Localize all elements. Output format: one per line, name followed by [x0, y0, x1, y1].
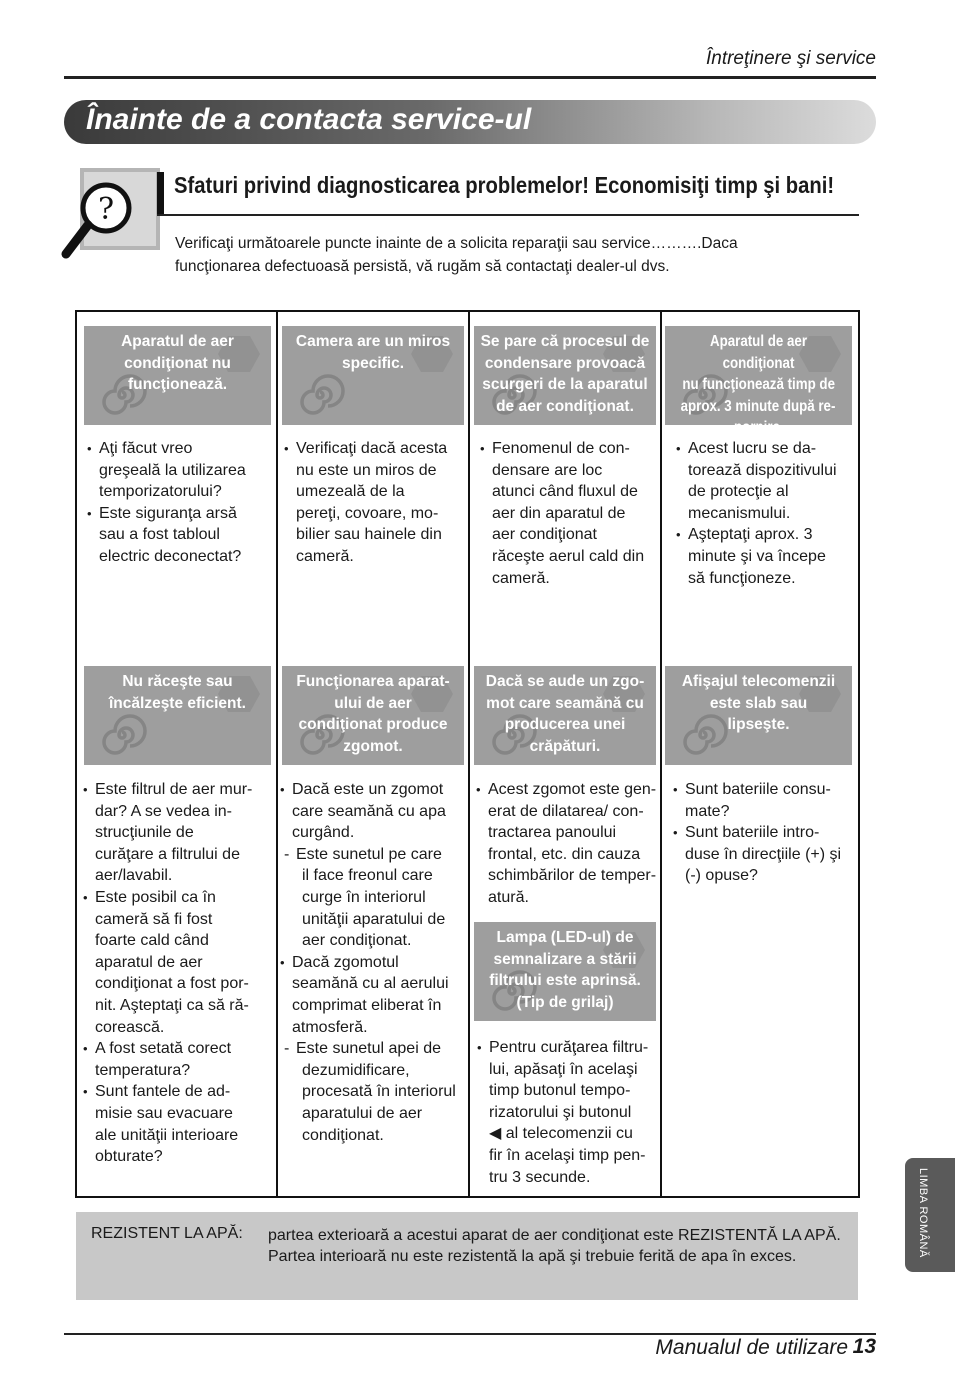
text-line: condiţionat. — [302, 1126, 384, 1144]
problem-title-line: Dacă se aude un zgo- — [485, 673, 645, 690]
problem-title-line: este slab sau — [709, 694, 808, 712]
text-line: cameră. — [296, 547, 354, 565]
problem-title-line: mot care seamănă cu — [486, 694, 644, 712]
language-tab — [905, 1158, 955, 1272]
text-line: atură. — [488, 888, 529, 906]
bullet-item: • Sunt bateriile intro- — [673, 822, 853, 844]
text-line: seamănă cu al aerului — [292, 975, 449, 993]
problem-title-line: Funcţionarea aparat- — [296, 673, 450, 690]
text-line: aer din aparatul de — [492, 504, 626, 522]
text-line: curgând. — [292, 824, 355, 842]
problem-title-line: scurgeri de la aparatul — [482, 376, 648, 393]
column-divider — [276, 312, 278, 1196]
problem-title-line: condiţionat produce — [298, 716, 448, 733]
problem-title-line: Camera are un miros — [295, 333, 451, 350]
problem-title-line: specific. — [341, 354, 405, 372]
text-line: cameră. — [492, 569, 550, 587]
problem-title-line: Se pare că procesul de — [480, 333, 650, 350]
problem-title-line: Aparatul de aer — [121, 333, 234, 350]
text-line: foarte cald când — [95, 932, 209, 950]
bullet-item: • Aţi făcut vreo — [87, 438, 272, 460]
problem-title-line: condensare provoacă — [484, 354, 646, 372]
problem-checks — [480, 438, 658, 589]
text-line: timp butonul tempo- — [489, 1082, 631, 1100]
text-line: - Este sunetul pe care — [280, 844, 466, 866]
problem-title — [282, 666, 464, 765]
text-line: duse în direcţiile (+) şi — [685, 845, 842, 863]
problem-title-line: producerea unei — [504, 716, 626, 733]
text-line: obturate? — [95, 1148, 163, 1166]
text-line: nit. Aşteptaţi ca să ră- — [95, 996, 249, 1014]
bullet-item: • Este siguranţa arsă — [87, 503, 272, 525]
bullet-item: • Acest zgomot este gen- — [476, 779, 658, 801]
problem-title — [282, 326, 464, 425]
column-divider — [660, 312, 662, 1196]
tip-heading: Sfaturi privind diagnosticarea problemelor! Economisiţi timp şi bani! — [174, 172, 835, 198]
text-line: comprimat eliberat în — [292, 996, 442, 1014]
problem-title-line: condiţionat nu — [124, 354, 231, 372]
problem-title-line: nu funcţionează timp de — [682, 376, 835, 393]
problem-checks — [477, 1037, 659, 1188]
text-line: schimbărilor de temper- — [488, 867, 657, 885]
problem-checks — [476, 779, 658, 909]
problem-title — [474, 326, 656, 425]
bullet-item: • Pentru curăţarea filtru- — [477, 1037, 659, 1059]
text-line: care seamănă cu apa — [292, 802, 446, 820]
text-line: aparatul de aer — [95, 953, 203, 971]
bullet-item: • Dacă zgomotul — [280, 952, 466, 974]
bullet-item: • Sunt bateriile consu- — [673, 779, 853, 801]
text-line: cameră să fi fost — [95, 910, 213, 928]
text-line: să funcţioneze. — [688, 569, 796, 587]
problem-title — [474, 666, 656, 765]
text-line: răceşte aerul cald din — [492, 547, 645, 565]
text-line: atunci când fluxul de — [492, 483, 638, 501]
text-line: (-) opuse? — [685, 867, 758, 885]
text-line: sau a fost tabloul — [99, 526, 220, 544]
text-line: tru 3 secunde. — [489, 1168, 591, 1186]
problem-title-line: Lampa (LED-ul) de — [496, 929, 634, 946]
text-line: strucţiunile de — [95, 824, 194, 842]
bullet-item: • A fost setată corect — [83, 1038, 273, 1060]
problem-checks — [284, 438, 466, 568]
text-line: - Este sunetul apei de — [280, 1038, 466, 1060]
problem-title-line: de aer condiţionat. — [496, 397, 634, 415]
tip-accent-bar — [157, 172, 164, 216]
text-line: greşeală la utilizarea — [99, 461, 246, 479]
bullet-item: • Este posibil ca în — [83, 887, 273, 909]
problem-title-line: zgomot. — [343, 737, 403, 755]
problem-title-line: semnalizare a stării — [493, 950, 637, 968]
text-line: atmosferă. — [292, 1018, 368, 1036]
text-line: aer condiţionat — [492, 526, 597, 544]
text-line: il face freonul care — [302, 867, 433, 885]
note-label: REZISTENT LA APĂ: — [91, 1225, 243, 1242]
text-line: aer/lavabil. — [95, 867, 173, 885]
bullet-item: • Fenomenul de con- — [480, 438, 658, 460]
swirl-icon — [300, 375, 340, 415]
text-line: bilier sau hainele din — [296, 526, 442, 544]
column-divider — [468, 312, 470, 1196]
problem-checks — [676, 438, 854, 589]
magnifier-question-icon — [64, 168, 160, 258]
text-line: temperatura? — [95, 1061, 191, 1079]
text-line: minute şi va începe — [688, 547, 826, 565]
problem-title — [474, 922, 656, 1021]
text-line: rizatorului şi butonul — [489, 1103, 632, 1121]
page-title: Înainte de a contacta service-ul — [86, 103, 532, 136]
text-line: erat de dilatarea/ con- — [488, 802, 644, 820]
problem-title — [84, 326, 271, 425]
water-resistance-note — [76, 1212, 858, 1300]
text-line: mecanismului. — [688, 504, 791, 522]
language-tab-label: LIMBA ROMÂNĂ — [917, 1168, 929, 1258]
problem-checks — [87, 438, 272, 568]
text-line: pereţi, covoare, mo- — [296, 504, 439, 522]
bullet-item: • Dacă este un zgomot — [280, 779, 466, 801]
swirl-icon — [102, 715, 142, 755]
text-line: nu este un miros de — [296, 461, 437, 479]
footer-divider — [64, 1333, 876, 1335]
bullet-item: • Acest lucru se da- — [676, 438, 854, 460]
bullet-item: • Verificaţi dacă acesta — [284, 438, 466, 460]
problem-title-line: pornire. — [733, 419, 784, 436]
tip-divider — [157, 214, 859, 216]
svg-text:?: ? — [97, 192, 115, 227]
text-line: temporizatorului? — [99, 483, 222, 501]
problem-title-line: Aparatul de aer condiţionat — [709, 333, 808, 372]
problem-title-line: Afişajul telecomenzii — [681, 673, 836, 690]
problem-checks — [83, 779, 273, 1168]
footer-label: Manualul de utilizare — [655, 1336, 848, 1359]
problem-title-line: aprox. 3 minute după re- — [681, 397, 836, 415]
bullet-item: • Aşteptaţi aprox. 3 — [676, 524, 854, 546]
text-line: lui, apăsaţi în acelaşi — [489, 1060, 638, 1078]
text-line: dezumidificare, — [302, 1061, 410, 1079]
text-line: electric deconectat? — [99, 547, 242, 565]
text-line: curge în interiorul — [302, 888, 426, 906]
text-line: torează dispozitivului — [688, 461, 837, 479]
text-line: curăţare a filtrului de — [95, 845, 240, 863]
text-line: tractarea panoului — [488, 824, 617, 842]
problem-title — [665, 326, 852, 436]
problem-title-line: Nu răceşte sau — [122, 673, 233, 690]
text-line: corească. — [95, 1018, 165, 1036]
text-line: dar? A se vedea in- — [95, 802, 232, 820]
bullet-item: • Sunt fantele de ad- — [83, 1081, 273, 1103]
title-banner — [64, 100, 876, 144]
bullet-item: • Este filtrul de aer mur- — [83, 779, 273, 801]
problem-checks — [673, 779, 853, 887]
text-line: fir în acelaşi timp pen- — [489, 1146, 646, 1164]
problem-title-line: încălzeşte eficient. — [109, 694, 246, 712]
problem-title-line: (Tip de grilaj) — [516, 993, 614, 1011]
text-line: ale unităţii interioare — [95, 1126, 239, 1144]
problem-title-line: filtrului este aprinsă. — [489, 972, 641, 989]
problem-title — [665, 666, 852, 765]
text-line: mate? — [685, 802, 730, 820]
text-line: unităţii aparatului de — [302, 910, 446, 928]
page-number: 13 — [852, 1335, 876, 1358]
text-line: ◀ al telecomenzii cu — [489, 1125, 633, 1143]
problem-title — [84, 666, 271, 765]
text-line: procesată în interiorul — [302, 1083, 456, 1101]
text-line: misie sau evacuare — [95, 1104, 233, 1122]
text-line: densare are loc — [492, 461, 603, 479]
problem-checks — [280, 779, 466, 1146]
text-line: umezeală de la — [296, 483, 405, 501]
text-line: aparatului de aer — [302, 1104, 423, 1122]
problem-title-line: lipseşte. — [727, 716, 790, 733]
section-label: Întreţinere şi service — [705, 48, 876, 69]
swirl-icon — [683, 715, 723, 755]
note-text: partea exterioară a acestui aparat de aer condiţionat este REZISTENTĂ LA APĂ. Partea interioară nu este rezistentă la apă şi trebuie ferită de apa în exces. — [268, 1227, 841, 1265]
text-line: de protecţie al — [688, 483, 789, 501]
problem-title-line: ului de aer — [334, 694, 412, 712]
problem-title-line: funcţionează. — [127, 376, 228, 393]
text-line: aer condiţionat. — [302, 932, 412, 950]
tip-intro: Verificaţi următoarele puncte inainte de a solicita reparaţii sau service……….Daca funcţionarea defectuoasă persistă, vă rugăm să contactaţi dealer-ul dvs. — [175, 235, 738, 275]
problem-title-line: crăpături. — [529, 737, 601, 755]
text-line: frontal, etc. din cauza — [488, 845, 641, 863]
header-divider — [64, 76, 876, 79]
text-line: condiţionat a fost por- — [95, 975, 249, 993]
